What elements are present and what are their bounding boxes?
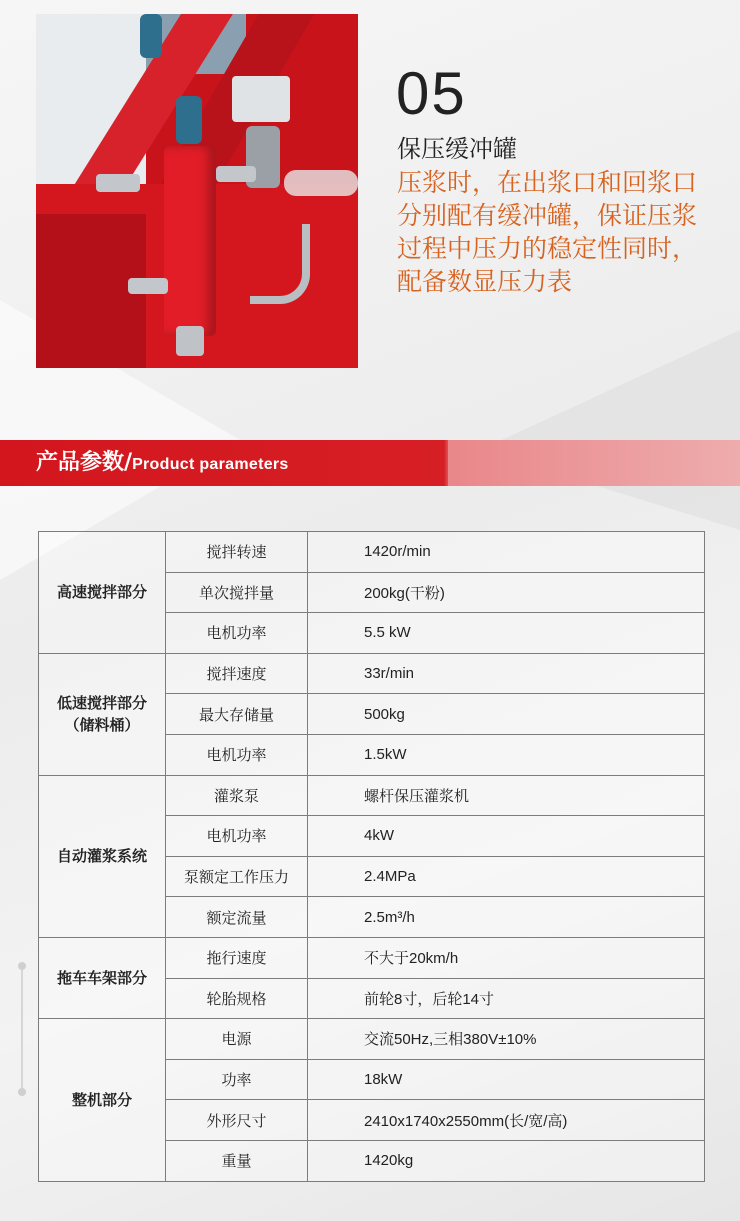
param-label: 单次搅拌量 [166, 572, 308, 613]
param-label: 功率 [166, 1059, 308, 1100]
param-value: 1.5kW [308, 734, 705, 775]
feature-description: 压浆时，在出浆口和回浆口分别配有缓冲罐，保证压浆过程中压力的稳定性同时，配备数显压力表 [397, 168, 698, 296]
background-line [21, 970, 23, 1090]
param-value: 200kg(干粉) [308, 572, 705, 613]
param-value: 500kg [308, 694, 705, 735]
param-value: 不大于20km/h [308, 937, 705, 978]
section-header [0, 440, 740, 486]
param-label: 搅拌转速 [166, 532, 308, 573]
param-label: 电机功率 [166, 613, 308, 654]
param-label: 电机功率 [166, 734, 308, 775]
param-group-name: 整机部分 [39, 1019, 166, 1181]
param-label: 重量 [166, 1140, 308, 1181]
parameter-table [38, 531, 705, 1182]
background-dot [18, 962, 26, 970]
param-value: 2.4MPa [308, 856, 705, 897]
section-title-separator: / [124, 450, 133, 475]
param-group-name: 拖车车架部分 [39, 937, 166, 1018]
param-value: 螺杆保压灌浆机 [308, 775, 705, 816]
param-label: 最大存储量 [166, 694, 308, 735]
param-value: 18kW [308, 1059, 705, 1100]
param-value: 1420r/min [308, 532, 705, 573]
param-label: 轮胎规格 [166, 978, 308, 1019]
table-row [39, 775, 705, 816]
param-label: 灌浆泵 [166, 775, 308, 816]
param-label: 拖行速度 [166, 937, 308, 978]
param-value: 1420kg [308, 1140, 705, 1181]
param-value: 2.5m³/h [308, 897, 705, 938]
product-photo [36, 14, 358, 368]
param-value: 2410x1740x2550mm(长/宽/高) [308, 1100, 705, 1141]
table-row [39, 1019, 705, 1060]
param-value: 前轮8寸，后轮14寸 [308, 978, 705, 1019]
table-row [39, 653, 705, 694]
param-value: 交流50Hz,三相380V±10% [308, 1019, 705, 1060]
param-label: 额定流量 [166, 897, 308, 938]
feature-title: 保压缓冲罐 [397, 135, 517, 163]
param-value: 33r/min [308, 653, 705, 694]
feature-number: 05 [396, 60, 467, 127]
param-label: 搅拌速度 [166, 653, 308, 694]
param-label: 电源 [166, 1019, 308, 1060]
param-label: 泵额定工作压力 [166, 856, 308, 897]
section-title-en: Product parameters [132, 456, 289, 473]
param-value: 5.5 kW [308, 613, 705, 654]
param-group-name: 自动灌浆系统 [39, 775, 166, 937]
table-row [39, 532, 705, 573]
section-title [36, 440, 289, 486]
param-group-name: 高速搅拌部分 [39, 532, 166, 654]
background-dot [18, 1088, 26, 1096]
param-label: 外形尺寸 [166, 1100, 308, 1141]
param-label: 电机功率 [166, 816, 308, 857]
param-value: 4kW [308, 816, 705, 857]
section-title-cn: 产品参数 [36, 450, 125, 475]
param-group-name: 低速搅拌部分 （储料桶） [39, 653, 166, 775]
table-row [39, 937, 705, 978]
background-shape [480, 330, 740, 530]
